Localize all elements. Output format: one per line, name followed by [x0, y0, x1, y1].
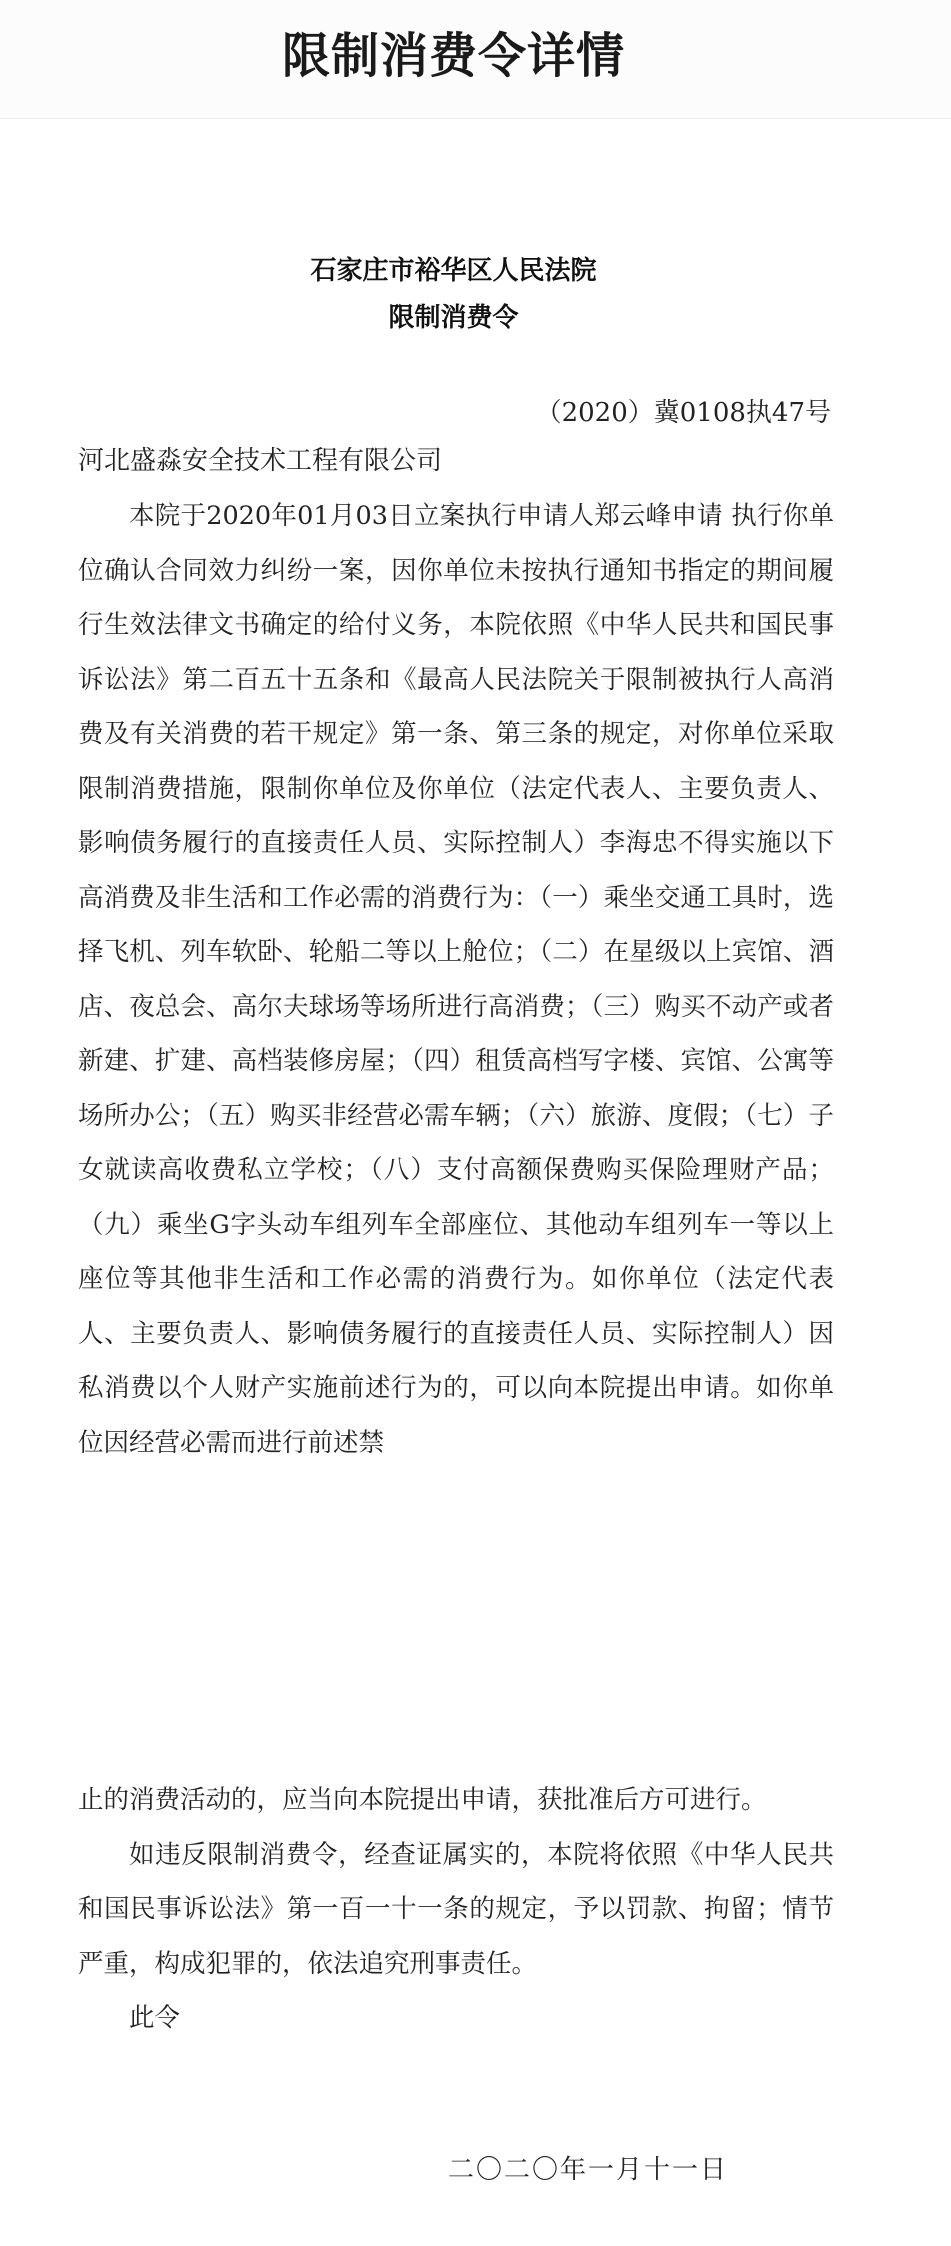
paragraph-1-continued: 止的消费活动的，应当向本院提出申请，获批准后方可进行。 — [78, 1785, 767, 1815]
page-title: 限制消费令详情 — [281, 28, 625, 84]
court-name: 石家庄市裕华区人民法院 — [310, 256, 597, 286]
addressee: 河北盛淼安全技术工程有限公司 — [78, 446, 443, 476]
page-header — [0, 0, 951, 119]
paragraph-1: 本院于2020年01月03日立案执行申请人郑云峰申请 执行你单位确认合同效力纠纷一案，因你单位未按执行通知书指定的期间履行生效法律文书确定的给付义务，本院依照《中华人民共和国民事诉讼法》第二百五十五条和《最高人民法院关于限制被执行人高消费及有关消费的若干规定》第一条、第三条的规定，对你单位采取限制消费措施，限制你单位及你单位（法定代表人、主要负责人、影响债务履行的直接责任人员、实际控制人）李海忠不得实施以下高消费及非生活和工作必需的消费行为：（一）乘坐交通工具时，选择飞机、列车软卧、轮船二等以上舱位；（二）在星级以上宾馆、酒店、夜总会、高尔夫球场等场所进行高消费；（三）购买不动产或者新建、扩建、高档装修房屋；（四）租赁高档写字楼、宾馆、公寓等场所办公；（五）购买非经营必需车辆；（六）旅游、度假；（七）子女就读高收费私立学校；（八）支付高额保费购买保险理财产品；（九）乘坐G字头动车组列车全部座位、其他动车组列车一等以上座位等其他非生活和工作必需的消费行为。如你单位（法定代表人、主要负责人、影响债务履行的直接责任人员、实际控制人）因私消费以个人财产实施前述行为的，可以向本院提出申请。如你单位因经营必需而进行前述禁 — [78, 501, 834, 1458]
order-title: 限制消费令 — [388, 303, 519, 333]
order-body-part-1 — [78, 489, 834, 1539]
case-number: （2020）冀0108执47号 — [535, 398, 831, 428]
closing-line: 此令 — [129, 2003, 181, 2033]
issue-date: 二〇二〇年一月十一日 — [448, 2155, 729, 2185]
paragraph-2: 如违反限制消费令，经查证属实的，本院将依照《中华人民共和国民事诉讼法》第一百一十一条的规定，予以罚款、拘留；情节严重，构成犯罪的，依法追究刑事责任。 — [78, 1839, 834, 1979]
order-body-part-2 — [78, 1773, 834, 2046]
